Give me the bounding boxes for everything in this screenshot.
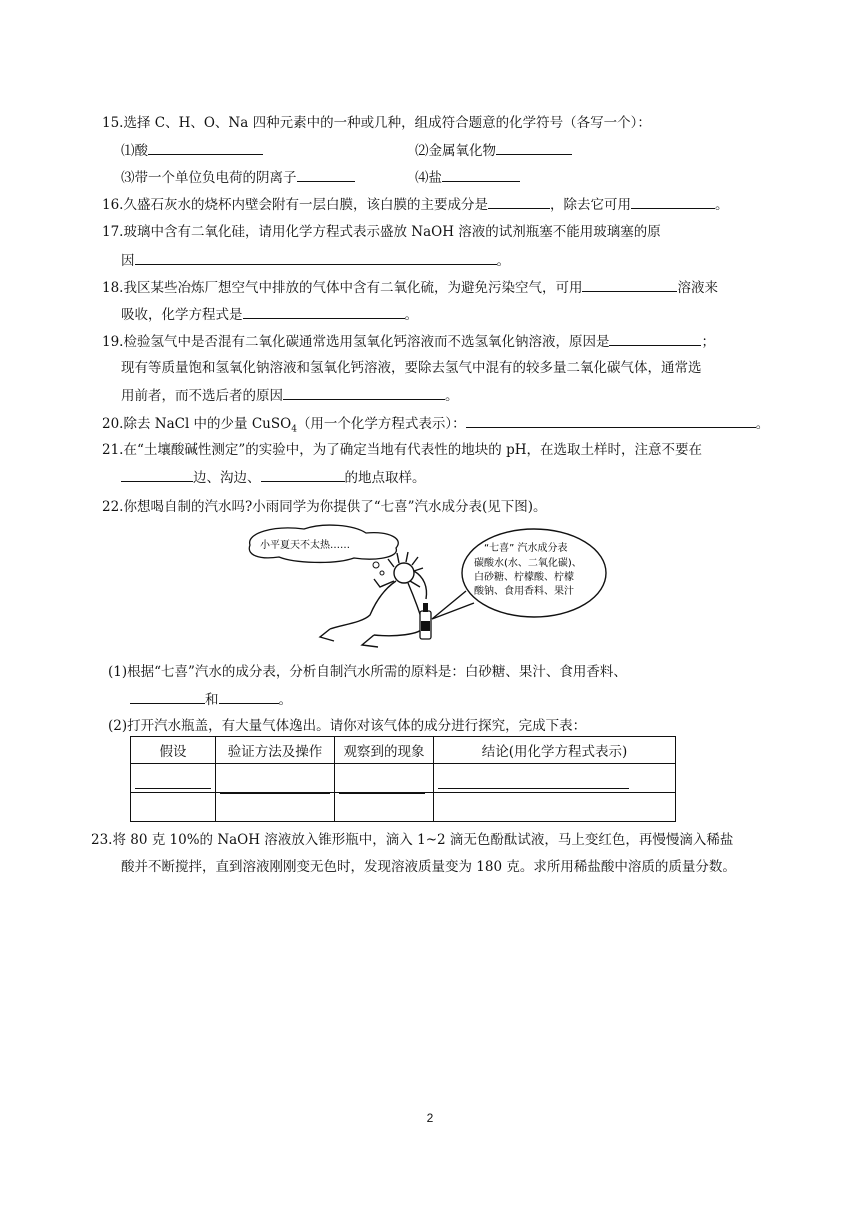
soda-bottle bbox=[420, 603, 431, 639]
q16-text bbox=[102, 194, 728, 215]
q21-line1: 21.在“土壤酸碱性测定”的实验中，为了确定当地有代表性的地块的 pH，在选取土样时，注意不要在 bbox=[102, 442, 702, 458]
answer-blank[interactable] bbox=[582, 277, 677, 292]
answer-blank[interactable] bbox=[243, 304, 405, 319]
q22-stem: 22.你想喝自制的汽水吗?小雨同学为你提供了“七喜”汽水成分表(见下图)。 bbox=[102, 499, 547, 515]
q15-part2-label: ⑵金属氧化物 bbox=[415, 143, 496, 159]
q15-part3 bbox=[121, 167, 355, 188]
method-cell[interactable] bbox=[216, 764, 335, 793]
q19-line1-a: 19.检验氢气中是否混有二氧化碳通常选用氢氧化钙溶液而不选氢氧化钠溶液，原因是 bbox=[102, 334, 610, 350]
answer-blank[interactable] bbox=[148, 140, 263, 155]
hypothesis-cell[interactable] bbox=[131, 793, 216, 822]
q19-line3-b: 。 bbox=[445, 388, 459, 404]
table-header: 观察到的现象 bbox=[335, 737, 434, 764]
q18-line1-b: 溶液来 bbox=[677, 280, 718, 296]
q17-line2-text: 因 bbox=[121, 253, 135, 269]
q20-part-c: 。 bbox=[755, 416, 770, 432]
observation-cell[interactable] bbox=[335, 793, 434, 822]
thought-bubble-dot bbox=[373, 562, 379, 568]
q21-line2 bbox=[121, 467, 426, 488]
q15-part2 bbox=[415, 140, 572, 161]
q19-line2: 现有等质量饱和氢氧化钠溶液和氢氧化钙溶液，要除去氢气中混有的较多量二氧化碳气体，通常选 bbox=[121, 360, 702, 376]
q19-line3 bbox=[121, 385, 459, 406]
page-number: 2 bbox=[426, 1111, 434, 1125]
answer-blank[interactable] bbox=[488, 194, 550, 209]
q22-sub1-line1: (1)根据“七喜”汽水的成分表，分析自制汽水所需的原料是：白砂糖、果汁、食用香料、 bbox=[108, 664, 627, 680]
table-row bbox=[131, 764, 676, 793]
q23-line1: 23.将 80 克 10%的 NaOH 溶液放入锥形瓶中，滴入 1~2 滴无色酚酞试液，马上变红色，再慢慢滴入稀盐 bbox=[91, 832, 734, 848]
q15-part3-label: ⑶带一个单位负电荷的阴离子 bbox=[121, 170, 297, 186]
cartoon-illustration bbox=[244, 523, 610, 656]
q17-line2-end: 。 bbox=[496, 253, 510, 269]
q18-line2-a: 吸收，化学方程式是 bbox=[121, 307, 243, 323]
q17-line1: 17.玻璃中含有二氧化硅，请用化学方程式表示盛放 NaOH 溶液的试剂瓶塞不能用玻璃塞的原 bbox=[102, 224, 661, 240]
q18-line1-a: 18.我区某些冶炼厂想空气中排放的气体中含有二氧化硫，为避免污染空气，可用 bbox=[102, 280, 583, 296]
q21-line2-a: 边、沟边、 bbox=[193, 470, 261, 486]
q20-subscript: 4 bbox=[291, 424, 297, 435]
q15-part4-label: ⑷盐 bbox=[415, 170, 442, 186]
q22-sub1-line2 bbox=[130, 689, 292, 710]
q18-line1 bbox=[102, 277, 718, 298]
q20-part-a: 20.除去 NaCl 中的少量 CuSO bbox=[102, 416, 292, 432]
q16-part-c: 。 bbox=[714, 197, 729, 213]
q15-part1 bbox=[121, 140, 263, 161]
experiment-table bbox=[130, 736, 676, 822]
q23-line2: 酸并不断搅拌，直到溶液刚刚变无色时，发现溶液质量变为 180 克。求所用稀盐酸中溶质的质量分数。 bbox=[121, 859, 736, 875]
answer-blank[interactable] bbox=[297, 167, 355, 182]
table-header: 结论(用化学方程式表示) bbox=[434, 737, 676, 764]
q17-line2 bbox=[121, 250, 510, 271]
answer-blank[interactable] bbox=[121, 467, 193, 482]
q15-stem: 15.选择 C、H、O、Na 四种元素中的一种或几种，组成符合题意的化学符号（各写一个）： bbox=[102, 115, 651, 131]
q16-part-a: 16.久盛石灰水的烧杯内壁会附有一层白膜，该白膜的主要成分是 bbox=[102, 197, 488, 213]
answer-blank[interactable] bbox=[466, 413, 756, 428]
q22-sub1-end: 。 bbox=[278, 692, 292, 708]
speech-bubble-tail bbox=[432, 591, 474, 619]
answer-blank[interactable] bbox=[130, 689, 205, 704]
q19-line3-a: 用前者，而不选后者的原因 bbox=[121, 388, 283, 404]
answer-blank[interactable] bbox=[283, 385, 445, 400]
thought-text: 小平夏天不太热…… bbox=[260, 540, 350, 551]
ingredient-line: 酸钠、食用香料、果汁 bbox=[474, 586, 574, 597]
answer-blank[interactable] bbox=[135, 250, 497, 265]
q20-part-b: （用一个化学方程式表示）： bbox=[296, 416, 466, 432]
answer-blank[interactable] bbox=[219, 689, 279, 704]
method-cell[interactable] bbox=[216, 793, 335, 822]
q15-part4 bbox=[415, 167, 520, 188]
ingredient-title: “七喜” 汽水成分表 bbox=[484, 543, 568, 554]
q21-line2-b: 的地点取样。 bbox=[344, 470, 426, 486]
thought-bubble-dot bbox=[380, 571, 384, 575]
q16-part-b: ，除去它可用 bbox=[549, 197, 631, 213]
ingredient-line: 白砂糖、柠檬酸、柠檬 bbox=[474, 572, 574, 583]
q19-line1-b: ； bbox=[701, 334, 715, 350]
q18-line2 bbox=[121, 304, 418, 325]
conclusion-cell[interactable] bbox=[434, 764, 676, 793]
answer-blank[interactable] bbox=[261, 467, 345, 482]
q15-part1-label: ⑴酸 bbox=[121, 143, 148, 159]
table-header: 假设 bbox=[131, 737, 216, 764]
q22-sub2: (2)打开汽水瓶盖，有大量气体逸出。请你对该气体的成分进行探究，完成下表： bbox=[108, 718, 587, 734]
conclusion-cell[interactable] bbox=[434, 793, 676, 822]
q18-line2-b: 。 bbox=[404, 307, 418, 323]
answer-blank[interactable] bbox=[442, 167, 520, 182]
observation-cell[interactable] bbox=[335, 764, 434, 793]
table-header: 验证方法及操作 bbox=[216, 737, 335, 764]
q20-text bbox=[102, 413, 769, 440]
table-row bbox=[131, 793, 676, 822]
ingredient-line: 碳酸水(水、二氧化碳)、 bbox=[474, 558, 582, 569]
q22-sub1-and: 和 bbox=[205, 692, 219, 708]
table-header-row bbox=[131, 737, 676, 764]
answer-blank[interactable] bbox=[631, 194, 715, 209]
answer-blank[interactable] bbox=[609, 331, 701, 346]
hypothesis-cell[interactable] bbox=[131, 764, 216, 793]
answer-blank[interactable] bbox=[496, 140, 572, 155]
q19-line1 bbox=[102, 331, 715, 352]
